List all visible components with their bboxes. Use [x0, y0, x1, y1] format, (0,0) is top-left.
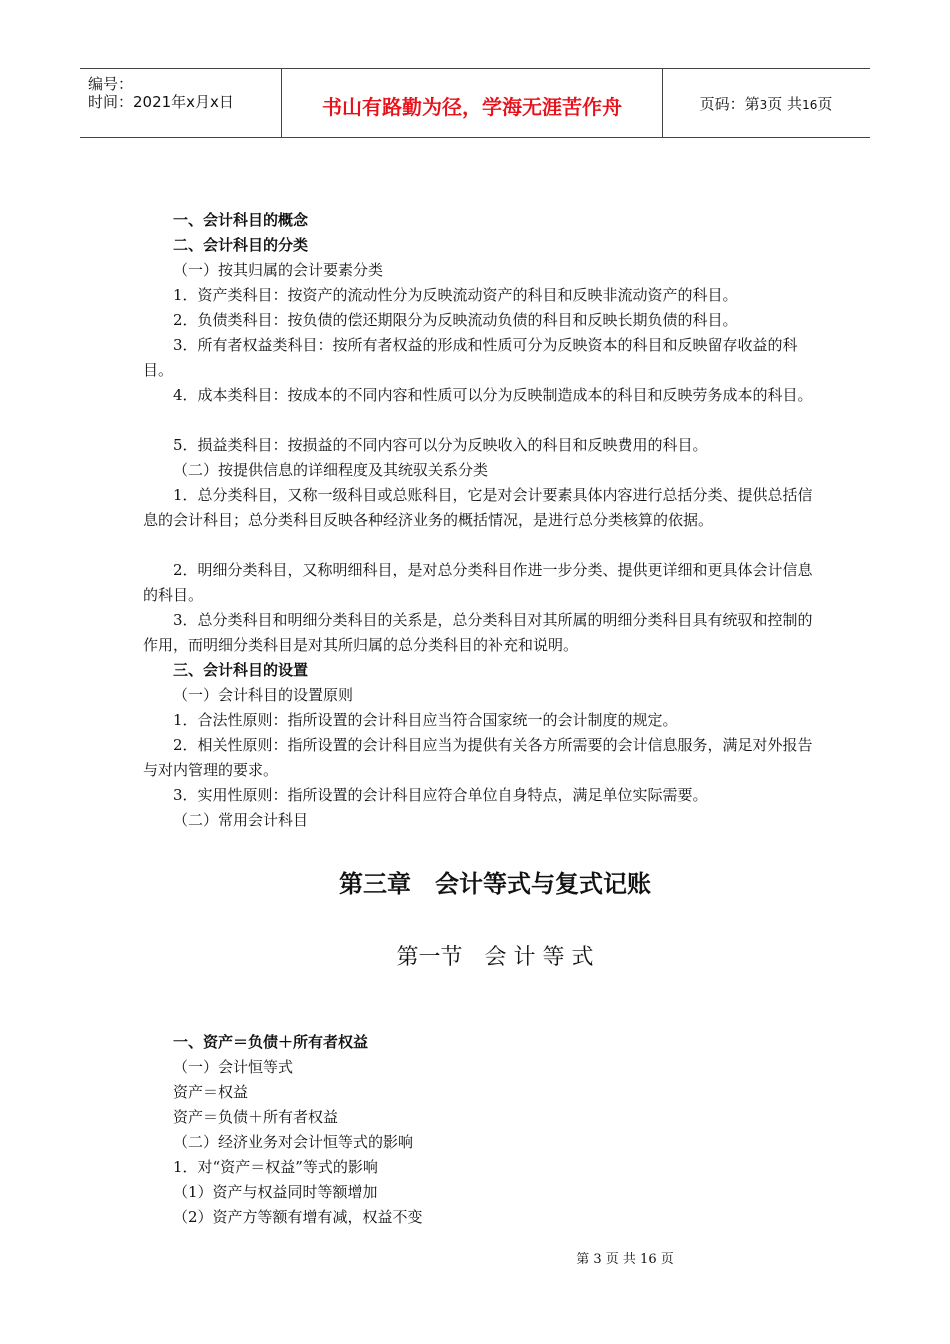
page-footer: 第 3 页 共 16 页	[576, 1252, 674, 1267]
section-title: 第一节 会 计 等 式	[396, 945, 594, 970]
equation-asset-equity: 资产＝权益	[173, 1083, 249, 1101]
subheading-by-element: （一）按其归属的会计要素分类	[173, 261, 384, 279]
subheading-setup-principles: （一）会计科目的设置原则	[173, 686, 354, 704]
subheading-transaction-effects: （二）经济业务对会计恒等式的影响	[173, 1133, 414, 1151]
chapter-title: 第三章 会计等式与复式记账	[339, 870, 651, 898]
item-effect-on-equation: 1．对“资产＝权益”等式的影响	[173, 1158, 378, 1176]
paragraph-liability-accounts: 2．负债类科目：按负债的偿还期限分为反映流动负债的科目和反映长期负债的科目。	[173, 311, 738, 329]
heading-classification: 二、会计科目的分类	[173, 236, 309, 254]
header-info-cell	[80, 69, 280, 137]
motto-text: 书山有路勤为径，学海无涯苦作舟	[322, 95, 622, 119]
paragraph-practicality-principle: 3．实用性原则：指所设置的会计科目应符合单位自身特点，满足单位实际需要。	[173, 786, 708, 804]
document-number-label: 编号：	[88, 75, 134, 93]
paragraph-ledger-relationship: 3．总分类科目和明细分类科目的关系是，总分类科目对其所属的明细分类科目具有统驭和控制的作用，而明细分类科目是对其所归属的总分类科目的补充和说明。	[143, 611, 813, 654]
subheading-by-detail: （二）按提供信息的详细程度及其统驭关系分类	[173, 461, 489, 479]
paragraph-profit-loss-accounts: 5．损益类科目：按损益的不同内容可以分为反映收入的科目和反映费用的科目。	[173, 436, 708, 454]
heading-accounting-equation: 一、资产＝负债＋所有者权益	[173, 1033, 369, 1051]
header-page-cell	[662, 69, 870, 137]
heading-setup: 三、会计科目的设置	[173, 661, 309, 679]
heading-concept: 一、会计科目的概念	[173, 211, 309, 229]
header-motto-cell	[281, 69, 663, 137]
paragraph-asset-accounts: 1．资产类科目：按资产的流动性分为反映流动资产的科目和反映非流动资产的科目。	[173, 286, 738, 304]
item-both-increase: （1）资产与权益同时等额增加	[173, 1183, 378, 1201]
paragraph-subsidiary-ledger: 2．明细分类科目，又称明细科目，是对总分类科目作进一步分类、提供更详细和更具体会计信息的科目。	[143, 561, 813, 604]
paragraph-relevance-principle: 2．相关性原则：指所设置的会计科目应当为提供有关各方所需要的会计信息服务，满足对外报告与对内管理的要求。	[143, 736, 813, 779]
paragraph-legality-principle: 1．合法性原则：指所设置的会计科目应当符合国家统一的会计制度的规定。	[173, 711, 678, 729]
subheading-common-accounts: （二）常用会计科目	[173, 811, 309, 829]
document-time-label: 时间：2021年x月x日	[88, 93, 234, 111]
header-page-number: 页码：第3页 共16页	[699, 95, 833, 113]
paragraph-equity-accounts: 3．所有者权益类科目：按所有者权益的形成和性质可分为反映资本的科目和反映留存收益的科目。	[143, 336, 798, 379]
paragraph-general-ledger: 1．总分类科目，又称一级科目或总账科目，它是对会计要素具体内容进行总括分类、提供总括信息的会计科目；总分类科目反映各种经济业务的概括情况，是进行总分类核算的依据。	[143, 486, 813, 529]
paragraph-cost-accounts: 4．成本类科目：按成本的不同内容和性质可以分为反映制造成本的科目和反映劳务成本的科目。	[173, 386, 813, 404]
document-header	[80, 68, 870, 138]
subheading-identity: （一）会计恒等式	[173, 1058, 294, 1076]
item-asset-swap: （2）资产方等额有增有减，权益不变	[173, 1208, 423, 1226]
equation-asset-liability-equity: 资产＝负债＋所有者权益	[173, 1108, 339, 1126]
